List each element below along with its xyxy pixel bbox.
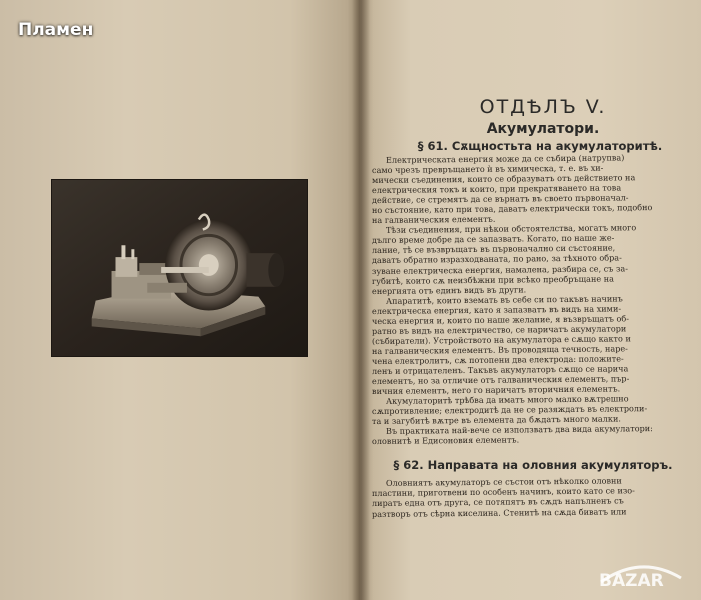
section-heading: ОТДѢЛЪ V.: [479, 96, 607, 118]
text-line: Тѣзи съединения, при нѣкои обстоятелства, могатъ много: [385, 222, 637, 236]
text-line: енергията отъ единъ видъ въ други.: [371, 283, 527, 296]
text-line: електрическа енергия, като я запазватъ въ видъ на хими-: [371, 303, 622, 316]
text-line: мически съединения, които се образуватъ отъ действието на: [371, 172, 636, 186]
paragraph-62-body: [371, 475, 690, 519]
paragraph-61-title: § 61. Сѫщностьта на акумулаторитѣ.: [417, 139, 663, 153]
dynamo-engraving-image: [51, 179, 308, 357]
chapter-title: Акумулатори.: [486, 121, 600, 137]
seller-watermark: Пламен: [18, 20, 94, 40]
text-line: губитѣ, които сѫ неизбѣжни при всѣко преобръщане на: [371, 273, 614, 286]
text-line: оловнитѣ и Едисоновия елементъ.: [371, 434, 520, 447]
text-line: на галваническия елементъ. Въ проводяща течность, наре-: [371, 343, 628, 356]
text-line: електрическия токъ и които, при прекратяването на това: [371, 182, 622, 196]
text-line: но състояние, като при това, даватъ електрически токъ, подобно: [371, 202, 653, 216]
text-line: разтворъ отъ сѣрна киселина. Стенитѣ на сѫда биватъ или: [371, 505, 627, 519]
text-line: даватъ обратно изразходваната, по рано, за тѣхното обра-: [371, 252, 622, 266]
text-line: действие, се стремятъ да се върнатъ въ своето първоначал-: [371, 192, 629, 206]
text-line: ческа енергия и, които по наше желание, я възвръщатъ об-: [371, 313, 630, 326]
text-line: (събиратели). Устройството на акумулатора е сѫщо както и: [371, 333, 631, 346]
text-line: Електрическата енергия може да се събира (натрупва): [385, 152, 625, 165]
text-line: лание, тѣ се възвръщатъ въ първоначално си състояние,: [371, 242, 616, 256]
text-line: Апаратитѣ, които вземать въ себе си по такъвъ начинъ: [385, 293, 623, 306]
text-line: Акумулаторитѣ трѣбва да иматъ много малко вѫтрешно: [385, 393, 629, 406]
text-line: вичния елементъ, него го наричатъ вторичния елементъ.: [371, 383, 621, 397]
text-line: сѫпротивление; електродитѣ да не се разяждатъ въ електроли-: [371, 403, 648, 417]
paragraph-62-title: § 62. Направата на оловния акумуляторъ.: [393, 458, 673, 473]
bazar-logo-icon: [593, 552, 689, 590]
text-line: на галваническия елементъ.: [371, 213, 496, 226]
text-line: Оловниятъ акумулаторъ се състои отъ нѣколко оловни: [385, 475, 622, 489]
text-line: зуване електрическа енергия, намалена, разбира се, съ за-: [371, 262, 628, 276]
text-line: ленъ и отрицателенъ. Такъвъ акумулаторъ сѫщо се нарича: [371, 363, 629, 376]
right-page-text: [372, 96, 690, 519]
text-line: та и загубитѣ вѫтре въ елемента да бѫдатъ много малки.: [371, 413, 621, 427]
text-line: пластини, приготвени по особенъ начинъ, които като се изо-: [371, 485, 635, 499]
text-line: Въ практиката най-вече се използватъ два вида акумулатори:: [385, 423, 653, 437]
text-line: чена електролитъ, сѫ потопени два електрода: положите-: [371, 353, 624, 366]
text-line: само чрезъ превръщането ѝ въ химическа, т. е. въ хи-: [371, 162, 604, 176]
book-gutter: [352, 0, 370, 600]
paragraph-61-body: [371, 152, 690, 447]
text-line: лиратъ една отъ друга, се потяпятъ въ сѫдъ напълненъ съ: [371, 495, 624, 509]
text-line: елементъ, но за отличие отъ галваническия елементъ, пър-: [371, 373, 630, 387]
text-line: ратно въ видъ на електричество, се наричатъ акумулатори: [371, 323, 627, 336]
text-line: дълго време добре да се запазватъ. Когато, по наше же-: [371, 232, 615, 246]
bazar-logo-text: BAZAR: [599, 571, 664, 590]
